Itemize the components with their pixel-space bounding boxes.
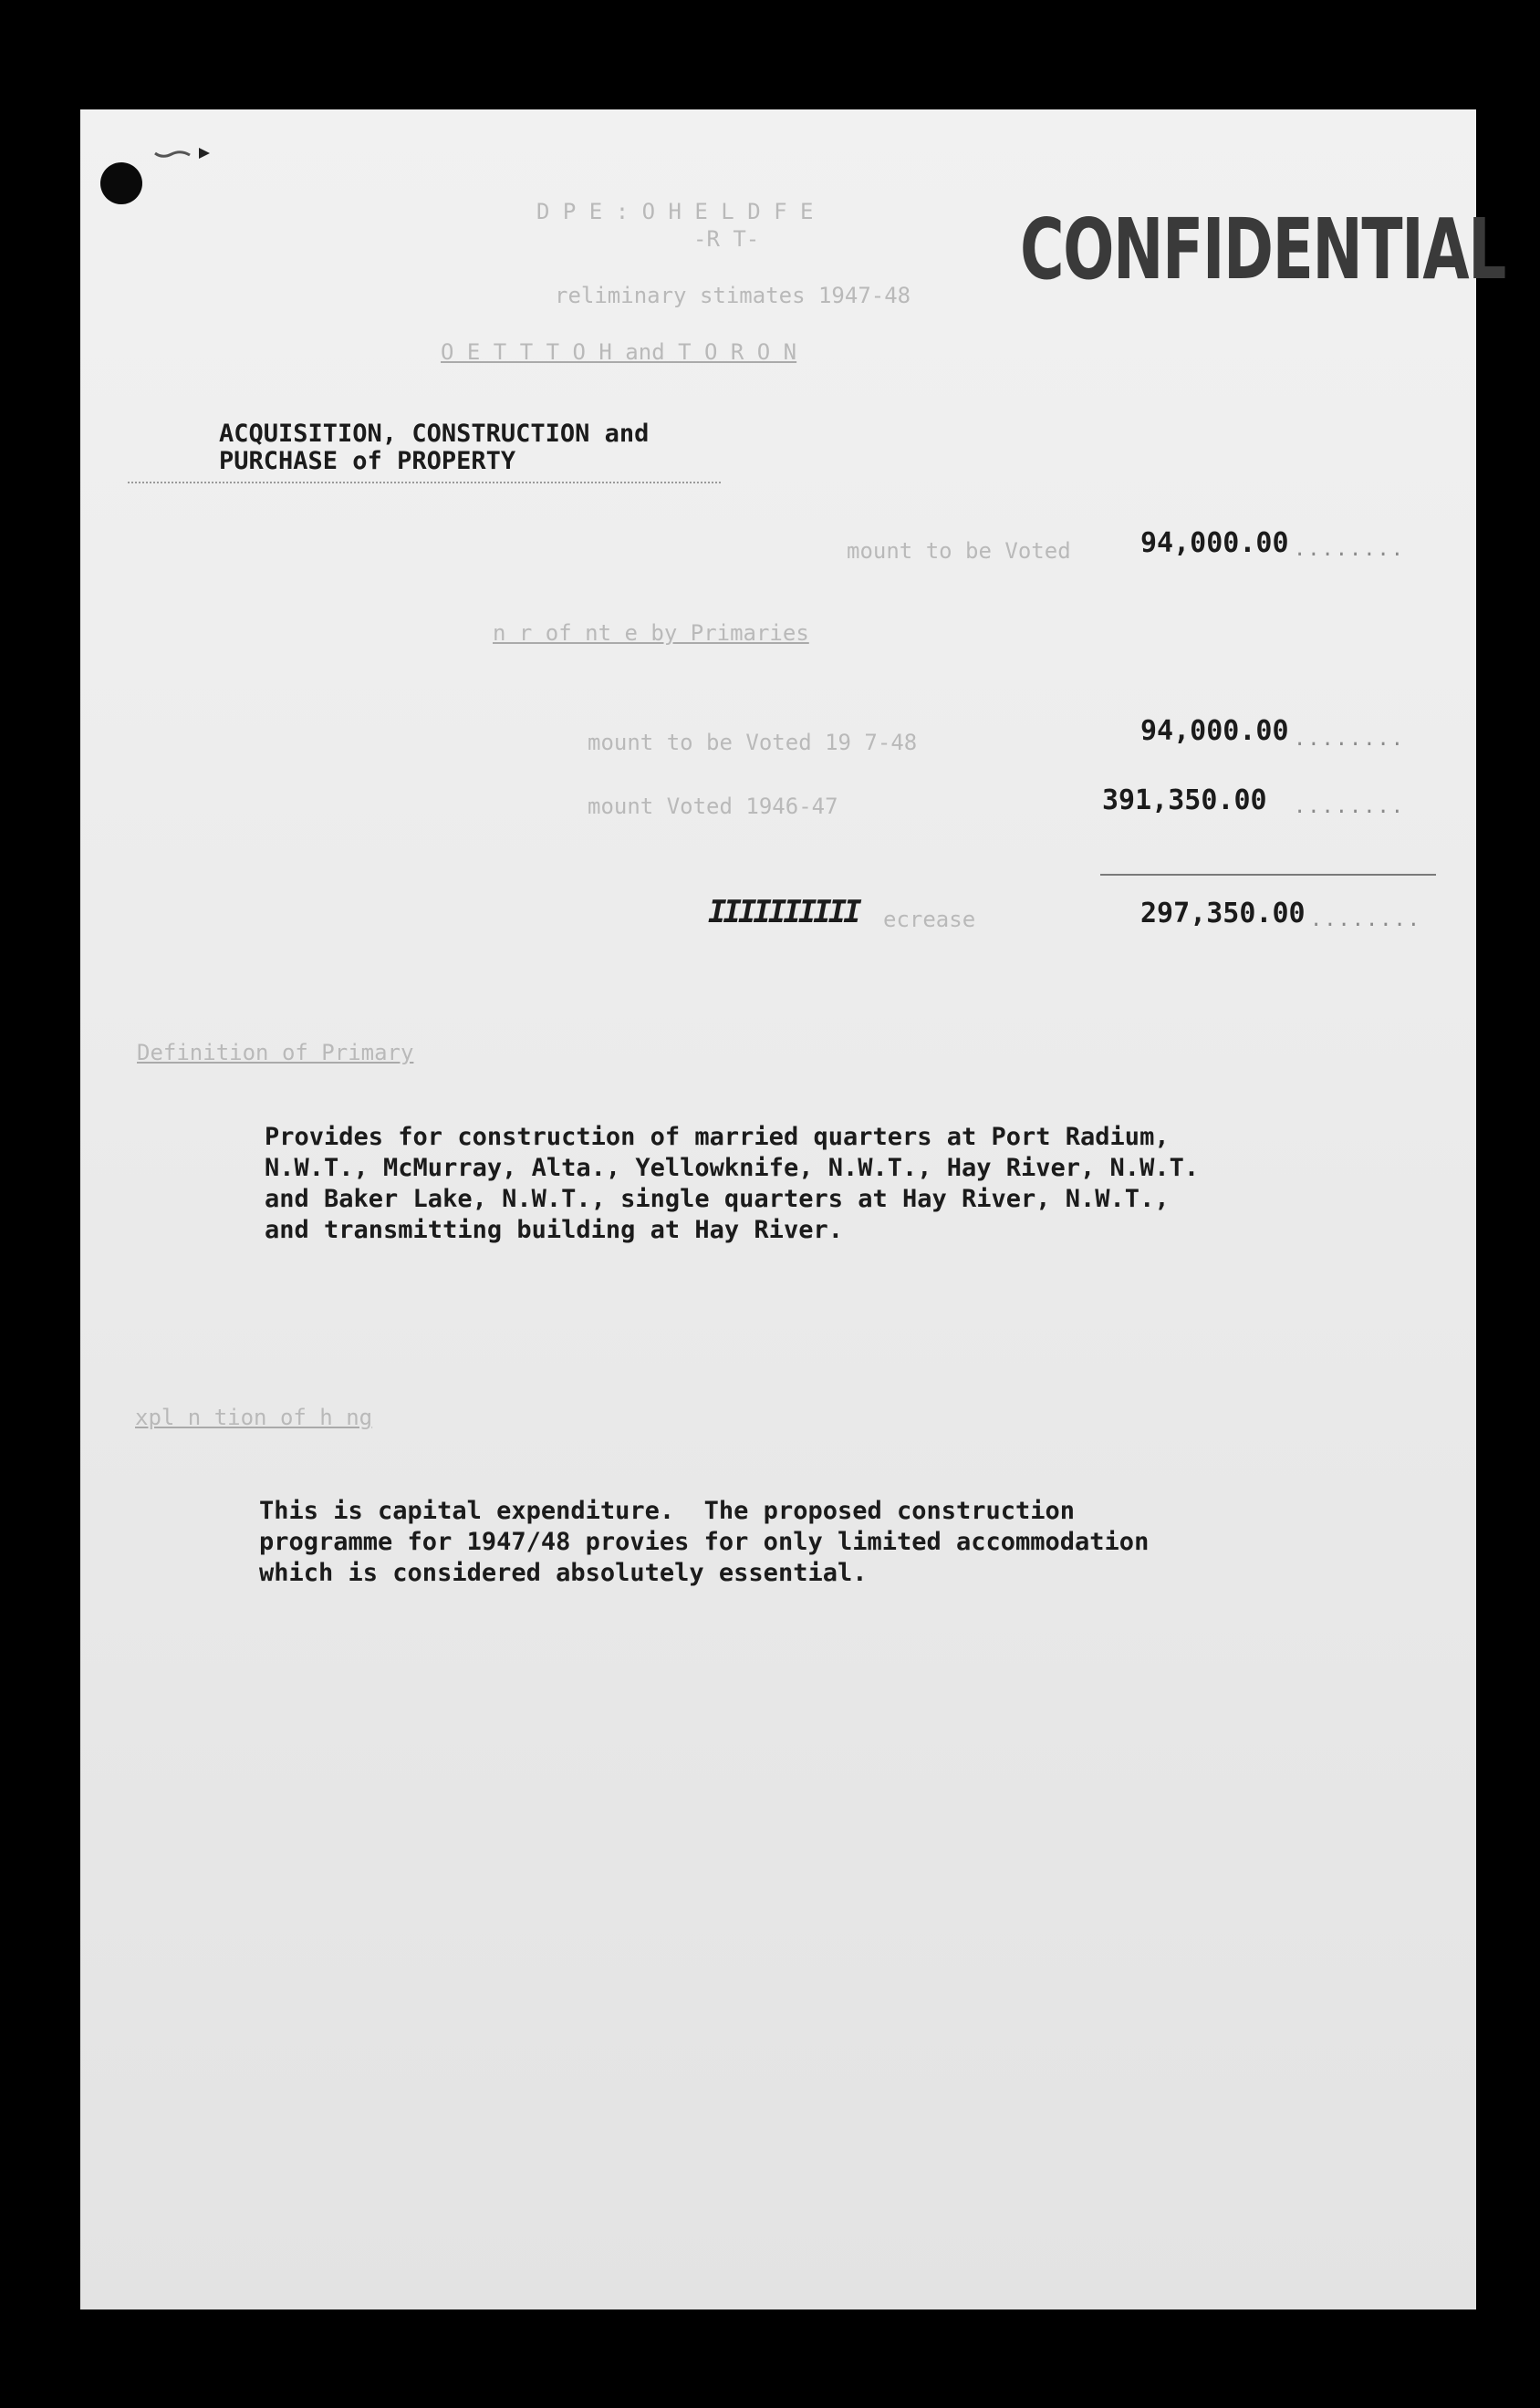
- change-struck-type: IIIIIIIIII: [708, 894, 858, 930]
- branch-line: O E T T T O H and T O R O N: [441, 339, 797, 365]
- confidential-stamp: CONFIDENTIAL: [1020, 201, 1505, 298]
- analysis-heading: n r of nt e by Primaries: [493, 620, 809, 646]
- vote-title-line2: PURCHASE of PROPERTY: [219, 447, 516, 475]
- row1-value: 94,000.00: [1140, 715, 1289, 747]
- sub-line: -R T-: [693, 226, 760, 252]
- total-rule: [1100, 874, 1436, 876]
- explanation-line-3: which is considered absolutely essential.: [259, 1559, 868, 1587]
- definition-heading: Definition of Primary: [137, 1040, 414, 1065]
- pencil-mark: [153, 146, 217, 161]
- leader-dots: ........: [1294, 795, 1405, 818]
- row2-value: 391,350.00: [1102, 784, 1267, 816]
- definition-line-1: Provides for construction of married quarters at Port Radium,: [265, 1123, 1170, 1151]
- explanation-heading: xpl n tion of h ng: [135, 1405, 373, 1430]
- document-page: [80, 109, 1505, 2309]
- leader-dots: ........: [1294, 538, 1405, 561]
- row1-label: mount to be Voted 19 7-48: [588, 730, 918, 755]
- explanation-line-2: programme for 1947/48 provies for only limited accommodation: [259, 1528, 1150, 1556]
- vote-title-line1: ACQUISITION, CONSTRUCTION and: [219, 420, 650, 448]
- leader-dots: ........: [1310, 908, 1421, 931]
- amount-to-be-voted-value: 94,000.00: [1140, 527, 1289, 559]
- explanation-line-1: This is capital expenditure. The proposed construction: [259, 1497, 1076, 1525]
- definition-line-3: and Baker Lake, N.W.T., single quarters at Hay River, N.W.T.,: [265, 1185, 1170, 1213]
- department-line: D P E : O H E L D F E: [536, 199, 814, 224]
- amount-to-be-voted-label: mount to be Voted: [847, 538, 1071, 564]
- title-rule: [128, 482, 721, 483]
- change-label: ecrease: [883, 907, 976, 932]
- row2-label: mount Voted 1946-47: [588, 794, 838, 819]
- punch-hole: [100, 162, 142, 204]
- estimates-line: reliminary stimates 1947-48: [555, 283, 911, 308]
- definition-line-4: and transmitting building at Hay River.: [265, 1216, 843, 1244]
- leader-dots: ........: [1294, 728, 1405, 751]
- change-value: 297,350.00: [1140, 898, 1306, 929]
- definition-line-2: N.W.T., McMurray, Alta., Yellowknife, N.W.T., Hay River, N.W.T.: [265, 1154, 1200, 1182]
